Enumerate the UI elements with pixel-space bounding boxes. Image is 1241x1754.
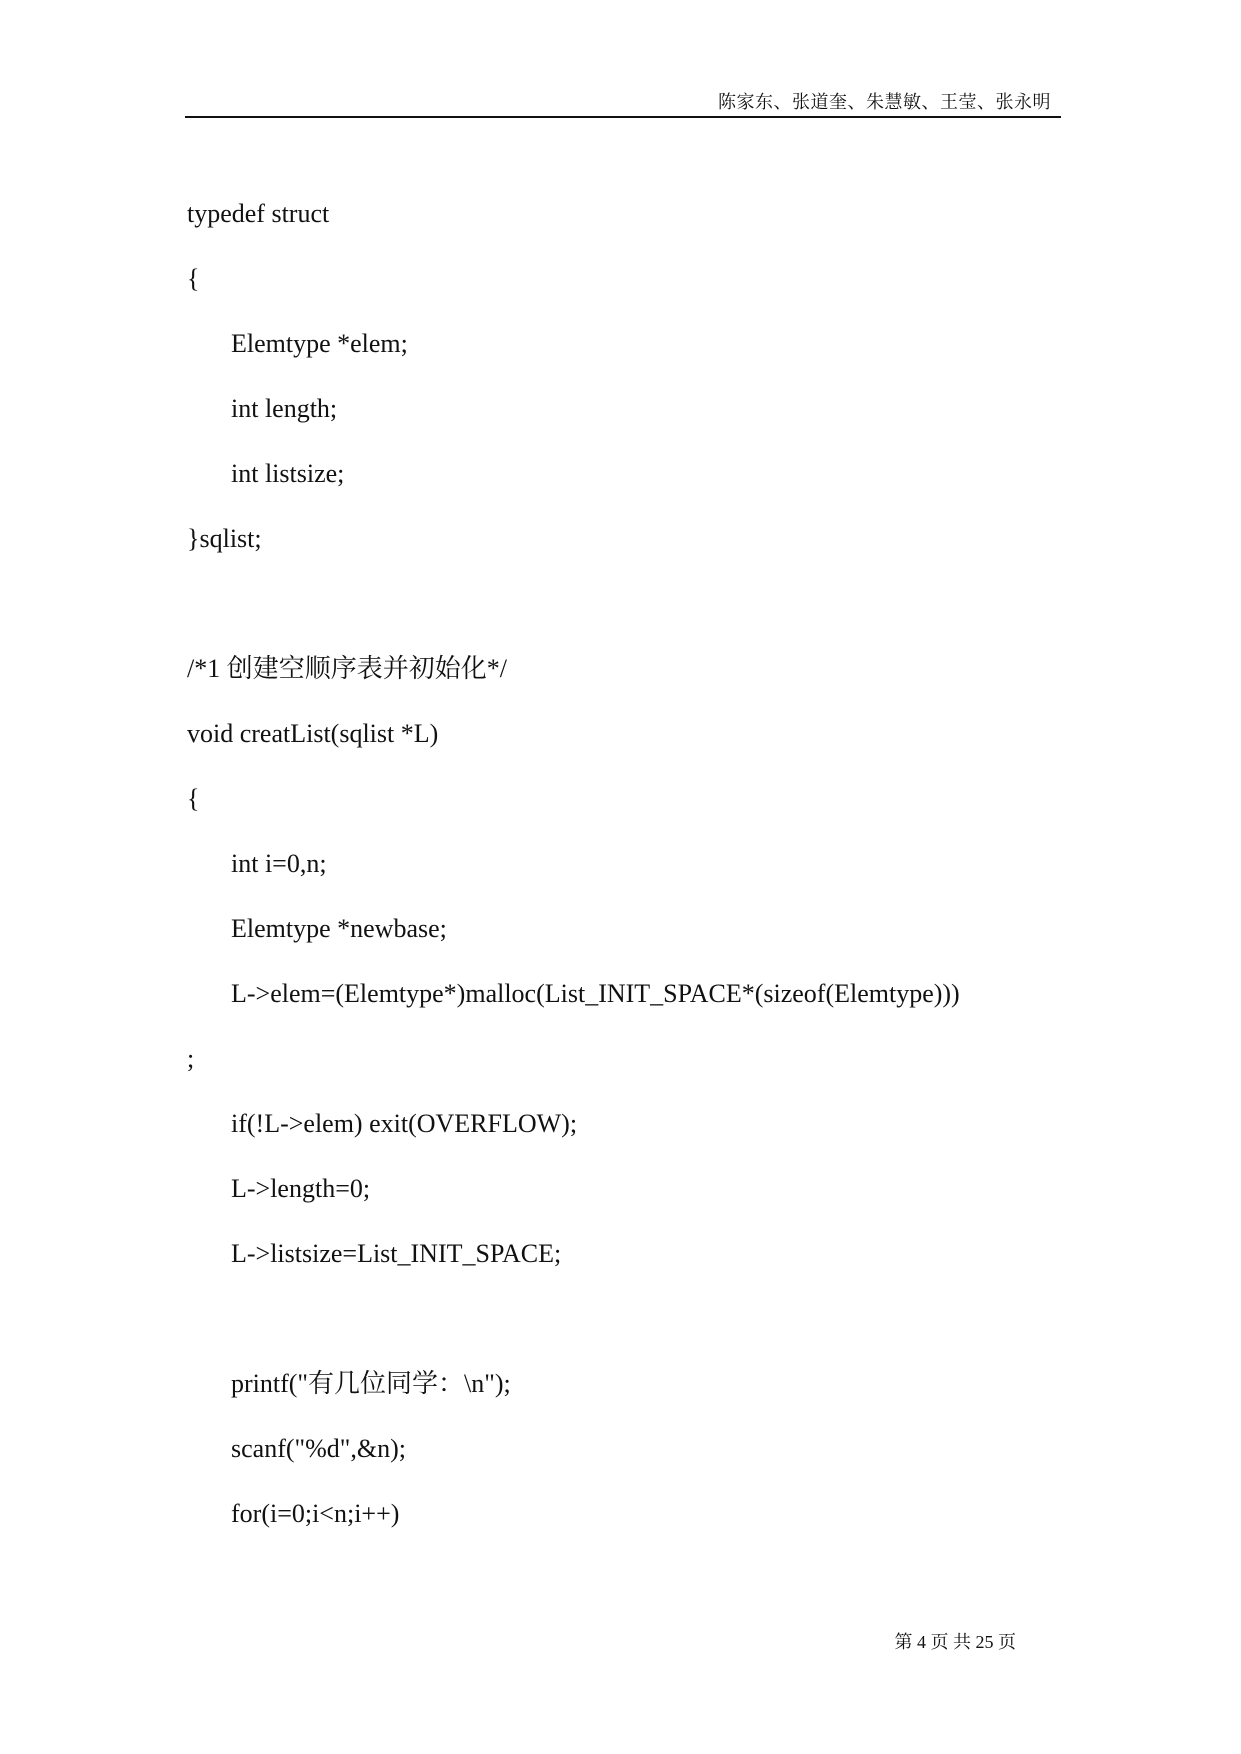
code-line: {: [187, 784, 200, 813]
code-line: L->elem=(Elemtype*)malloc(List_INIT_SPACE*(sizeof(Elemtype))): [231, 979, 960, 1008]
code-line: }sqlist;: [187, 524, 262, 553]
code-line: int i=0,n;: [231, 849, 327, 878]
header-authors: 陈家东、张道奎、朱慧敏、王莹、张永明: [718, 92, 1051, 112]
code-comment: /*1 创建空顺序表并初始化*/: [187, 654, 507, 683]
code-listing: [187, 186, 1067, 1551]
code-line: printf("有几位同学：\n");: [231, 1369, 511, 1398]
page-header: [185, 86, 1061, 118]
code-line: L->listsize=List_INIT_SPACE;: [231, 1239, 562, 1268]
code-line: int length;: [231, 394, 338, 423]
code-line: {: [187, 264, 200, 293]
code-line: if(!L->elem) exit(OVERFLOW);: [231, 1109, 578, 1138]
code-line: ;: [187, 1044, 195, 1073]
code-line: scanf("%d",&n);: [231, 1434, 407, 1463]
page-footer: [0, 1628, 1016, 1654]
code-line: L->length=0;: [231, 1174, 371, 1203]
code-line: void creatList(sqlist *L): [187, 719, 439, 748]
page-number: 第 4 页 共 25 页: [894, 1632, 1016, 1652]
code-line: typedef struct: [187, 199, 330, 228]
code-line: Elemtype *elem;: [231, 329, 408, 358]
blank-line: [187, 1291, 1067, 1356]
code-line: for(i=0;i<n;i++): [231, 1499, 400, 1528]
code-line: Elemtype *newbase;: [231, 914, 447, 943]
code-line: int listsize;: [231, 459, 345, 488]
blank-line: [187, 576, 1067, 641]
